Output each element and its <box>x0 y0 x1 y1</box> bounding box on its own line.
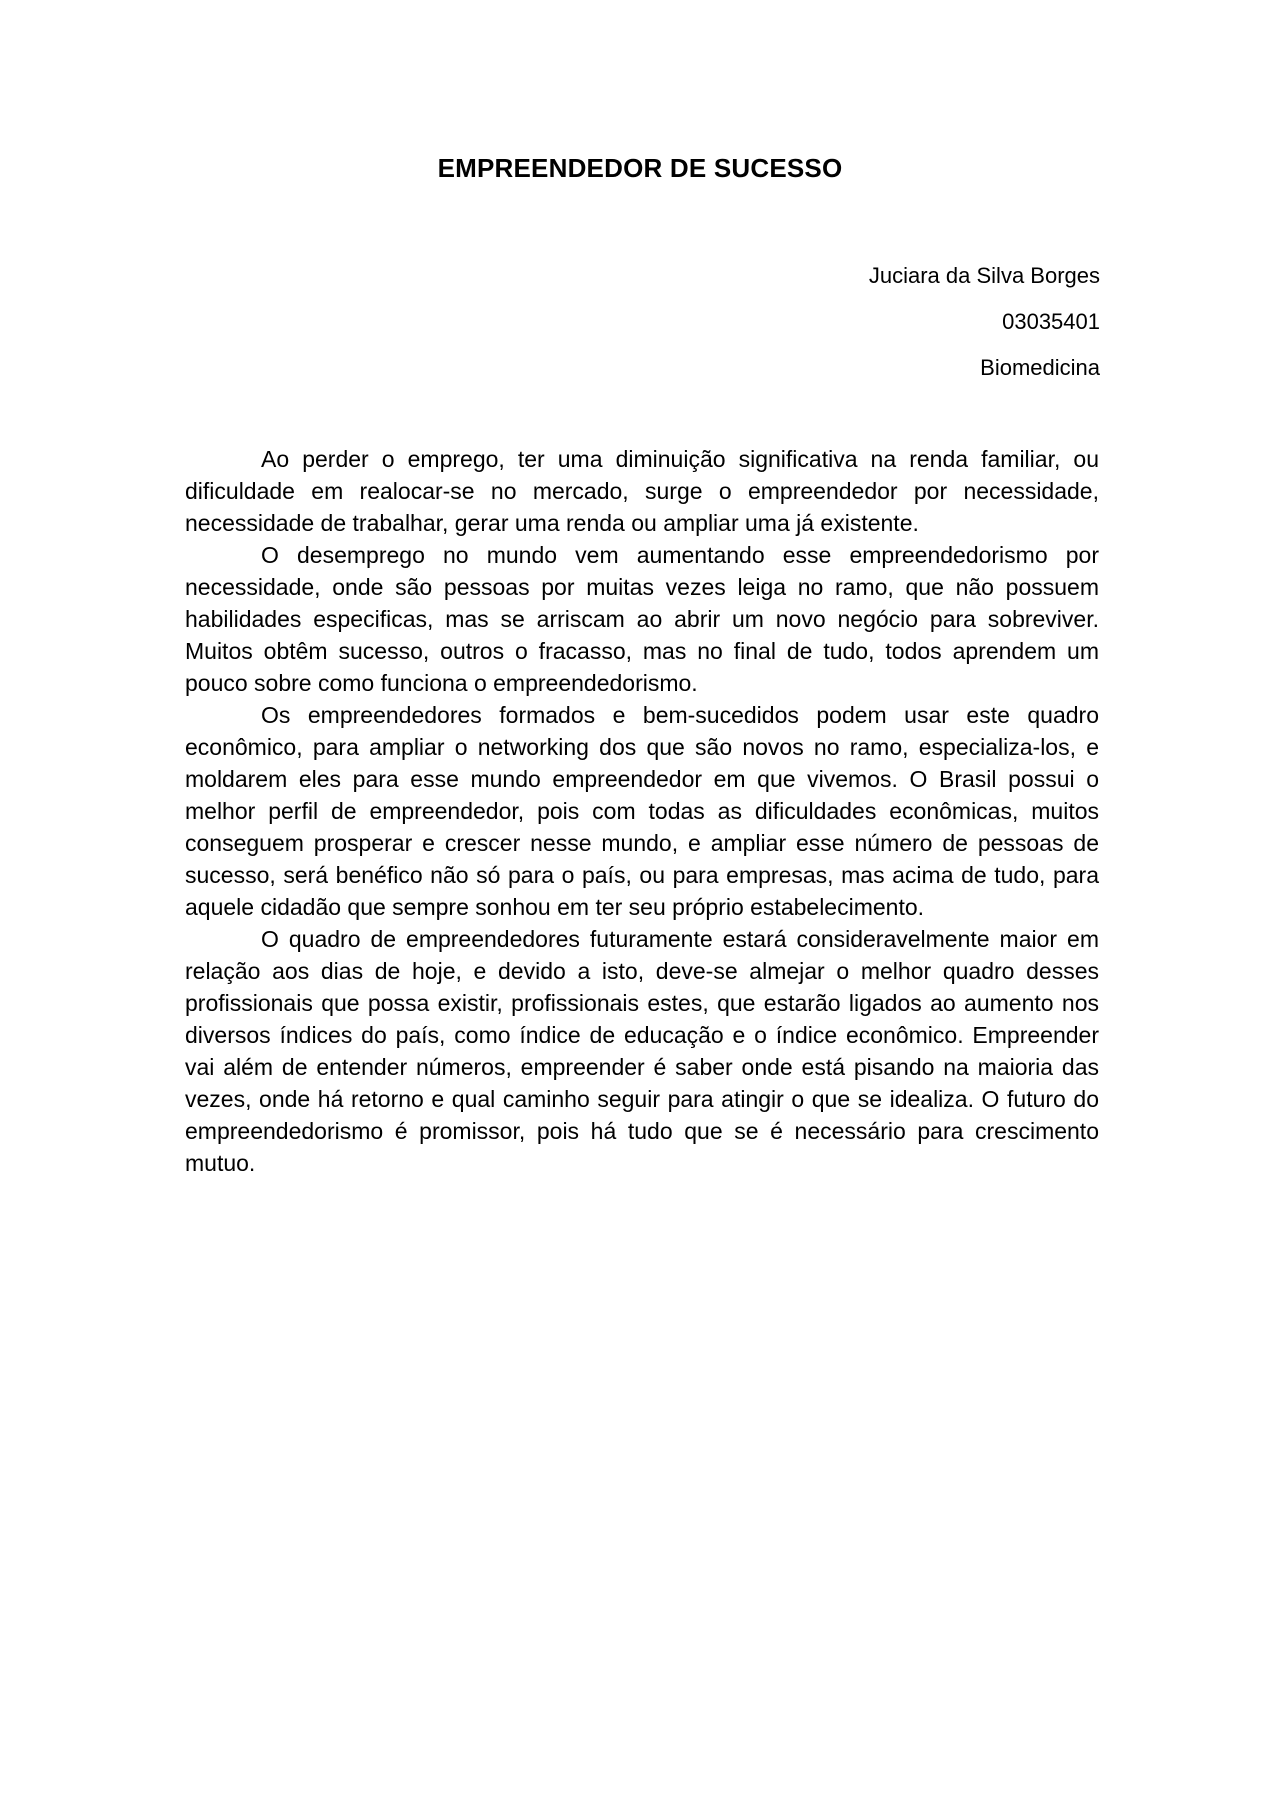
paragraph: O desemprego no mundo vem aumentando esse empreendedorismo por necessidade, onde são pessoas por muitas vezes leiga no ramo, que não possuem habilidades especificas, mas se arriscam ao abrir um novo negócio para sobreviver. Muitos obtêm sucesso, outros o fracasso, mas no final de tudo, todos aprendem um pouco sobre como funciona o empreendedorismo. <box>185 542 1099 696</box>
paragraph: O quadro de empreendedores futuramente estará consideravelmente maior em relação aos dias de hoje, e devido a isto, deve-se almejar o melhor quadro desses profissionais que possa existir, profissionais estes, que estarão ligados ao aumento nos diversos índices do país, como índice de educação e o índice econômico. Empreender vai além de entender números, empreender é saber onde está pisando na maioria das vezes, onde há retorno e qual caminho seguir para atingir o que se idealiza. O futuro do empreendedorismo é promissor, pois há tudo que se é necessário para crescimento mutuo. <box>185 926 1099 1176</box>
document-title: EMPREENDEDOR DE SUCESSO <box>437 153 843 183</box>
paragraph: Ao perder o emprego, ter uma diminuição significativa na renda familiar, ou dificuldade em realocar-se no mercado, surge o empreendedor por necessidade, necessidade de trabalhar, gerar uma renda ou ampliar uma já existente. <box>185 446 1099 536</box>
author-course: Biomedicina <box>980 355 1100 380</box>
author-id: 03035401 <box>1002 309 1100 334</box>
document-body <box>185 443 1099 1179</box>
paragraph: Os empreendedores formados e bem-sucedidos podem usar este quadro econômico, para ampliar o networking dos que são novos no ramo, especializa-los, e moldarem eles para esse mundo empreendedor em que vivemos. O Brasil possui o melhor perfil de empreendedor, pois com todas as dificuldades econômicas, muitos conseguem prosperar e crescer nesse mundo, e ampliar esse número de pessoas de sucesso, será benéfico não só para o país, ou para empresas, mas acima de tudo, para aquele cidadão que sempre sonhou em ter seu próprio estabelecimento. <box>185 702 1099 920</box>
author-name: Juciara da Silva Borges <box>868 263 1100 288</box>
author-block <box>869 253 1100 391</box>
